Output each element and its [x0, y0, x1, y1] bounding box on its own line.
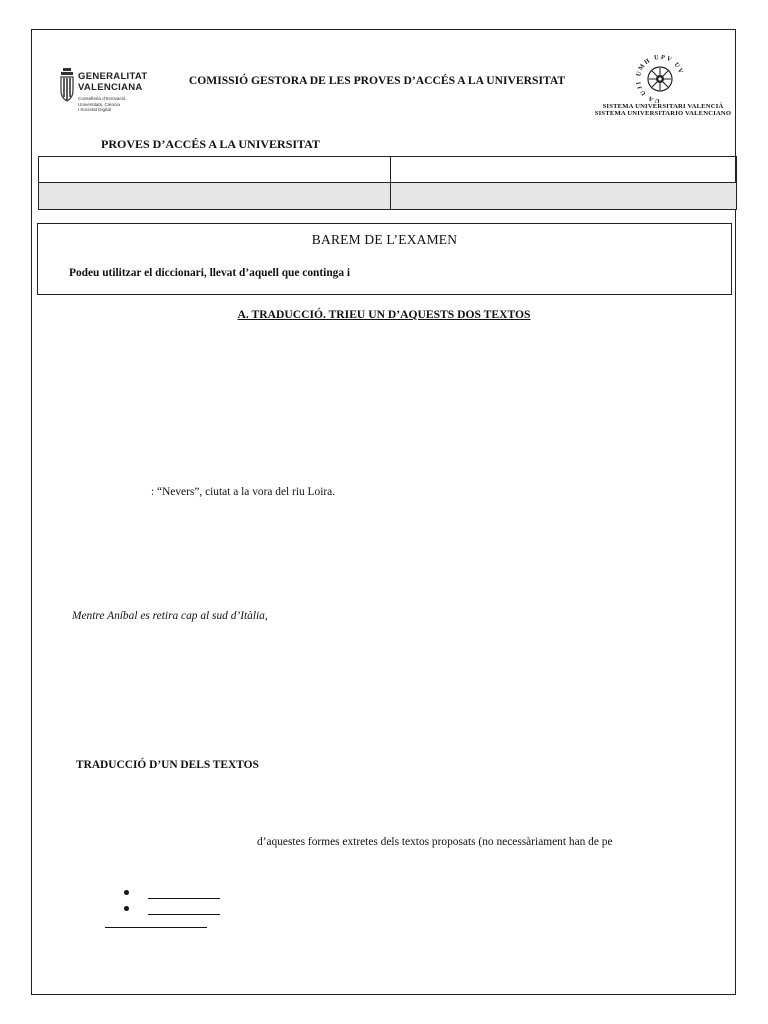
- suv-caption-line1: SISTEMA UNIVERSITARI VALENCIÀ: [602, 103, 724, 110]
- info-cell-r1c2: [391, 157, 736, 183]
- info-cell-r1c1: [39, 157, 391, 183]
- forms-instruction: d’aquestes formes extretes dels textos proposats (no necessàriament han de pe: [257, 836, 613, 848]
- section-a-heading: A. TRADUCCIÓ. TRIEU UN D’AQUESTS DOS TEXTOS: [237, 308, 531, 321]
- bullet-icon: [124, 890, 129, 895]
- anibal-text: Mentre Aníbal es retira cap al sud d’Itàlia,: [72, 610, 268, 622]
- suv-seal-icon: [628, 55, 692, 103]
- info-cell-r2c2: [391, 183, 736, 209]
- answer-long-blank[interactable]: [105, 927, 207, 928]
- gva-logo-sub1: Conselleria d'Innovació,: [78, 96, 127, 101]
- gva-logo-sub3: i Societat Digital: [78, 107, 111, 113]
- commission-title: COMISSIÓ GESTORA DE LES PROVES D’ACCÉS A LA UNIVERSITAT: [188, 74, 566, 87]
- answer-bullet-item: [121, 902, 241, 918]
- exam-info-table: [38, 156, 737, 210]
- nevers-footnote: : “Nevers”, ciutat a la vora del riu Loira.: [151, 486, 336, 498]
- proves-title: PROVES D’ACCÉS A LA UNIVERSITAT: [101, 137, 320, 151]
- gva-logo-line2: VALENCIANA: [78, 82, 143, 93]
- suv-ring-text: UA UJI UMH UPV UV: [635, 55, 685, 103]
- suv-caption-line2: SISTEMA UNIVERSITARIO VALENCIANO: [594, 110, 732, 117]
- suv-logo: [628, 55, 692, 103]
- generalitat-valenciana-logo: [60, 68, 170, 118]
- barem-title: BAREM DE L’EXAMEN: [311, 232, 458, 247]
- bullet-icon: [124, 906, 129, 911]
- barem-box: [37, 223, 732, 295]
- translation-heading: TRADUCCIÓ D’UN DELS TEXTOS: [76, 759, 259, 771]
- answer-blank[interactable]: [148, 898, 220, 899]
- answer-bullet-list: [121, 886, 241, 918]
- gva-logo-line1: GENERALITAT: [78, 71, 148, 82]
- info-cell-r2c1: [39, 183, 391, 209]
- answer-bullet-item: [121, 886, 241, 902]
- gva-logo-sub2: Universitats, Ciència: [78, 101, 120, 107]
- answer-blank[interactable]: [148, 914, 220, 915]
- coat-of-arms-icon: [60, 68, 74, 102]
- barem-note: Podeu utilitzar el diccionari, llevat d’aquell que continga i: [69, 267, 351, 279]
